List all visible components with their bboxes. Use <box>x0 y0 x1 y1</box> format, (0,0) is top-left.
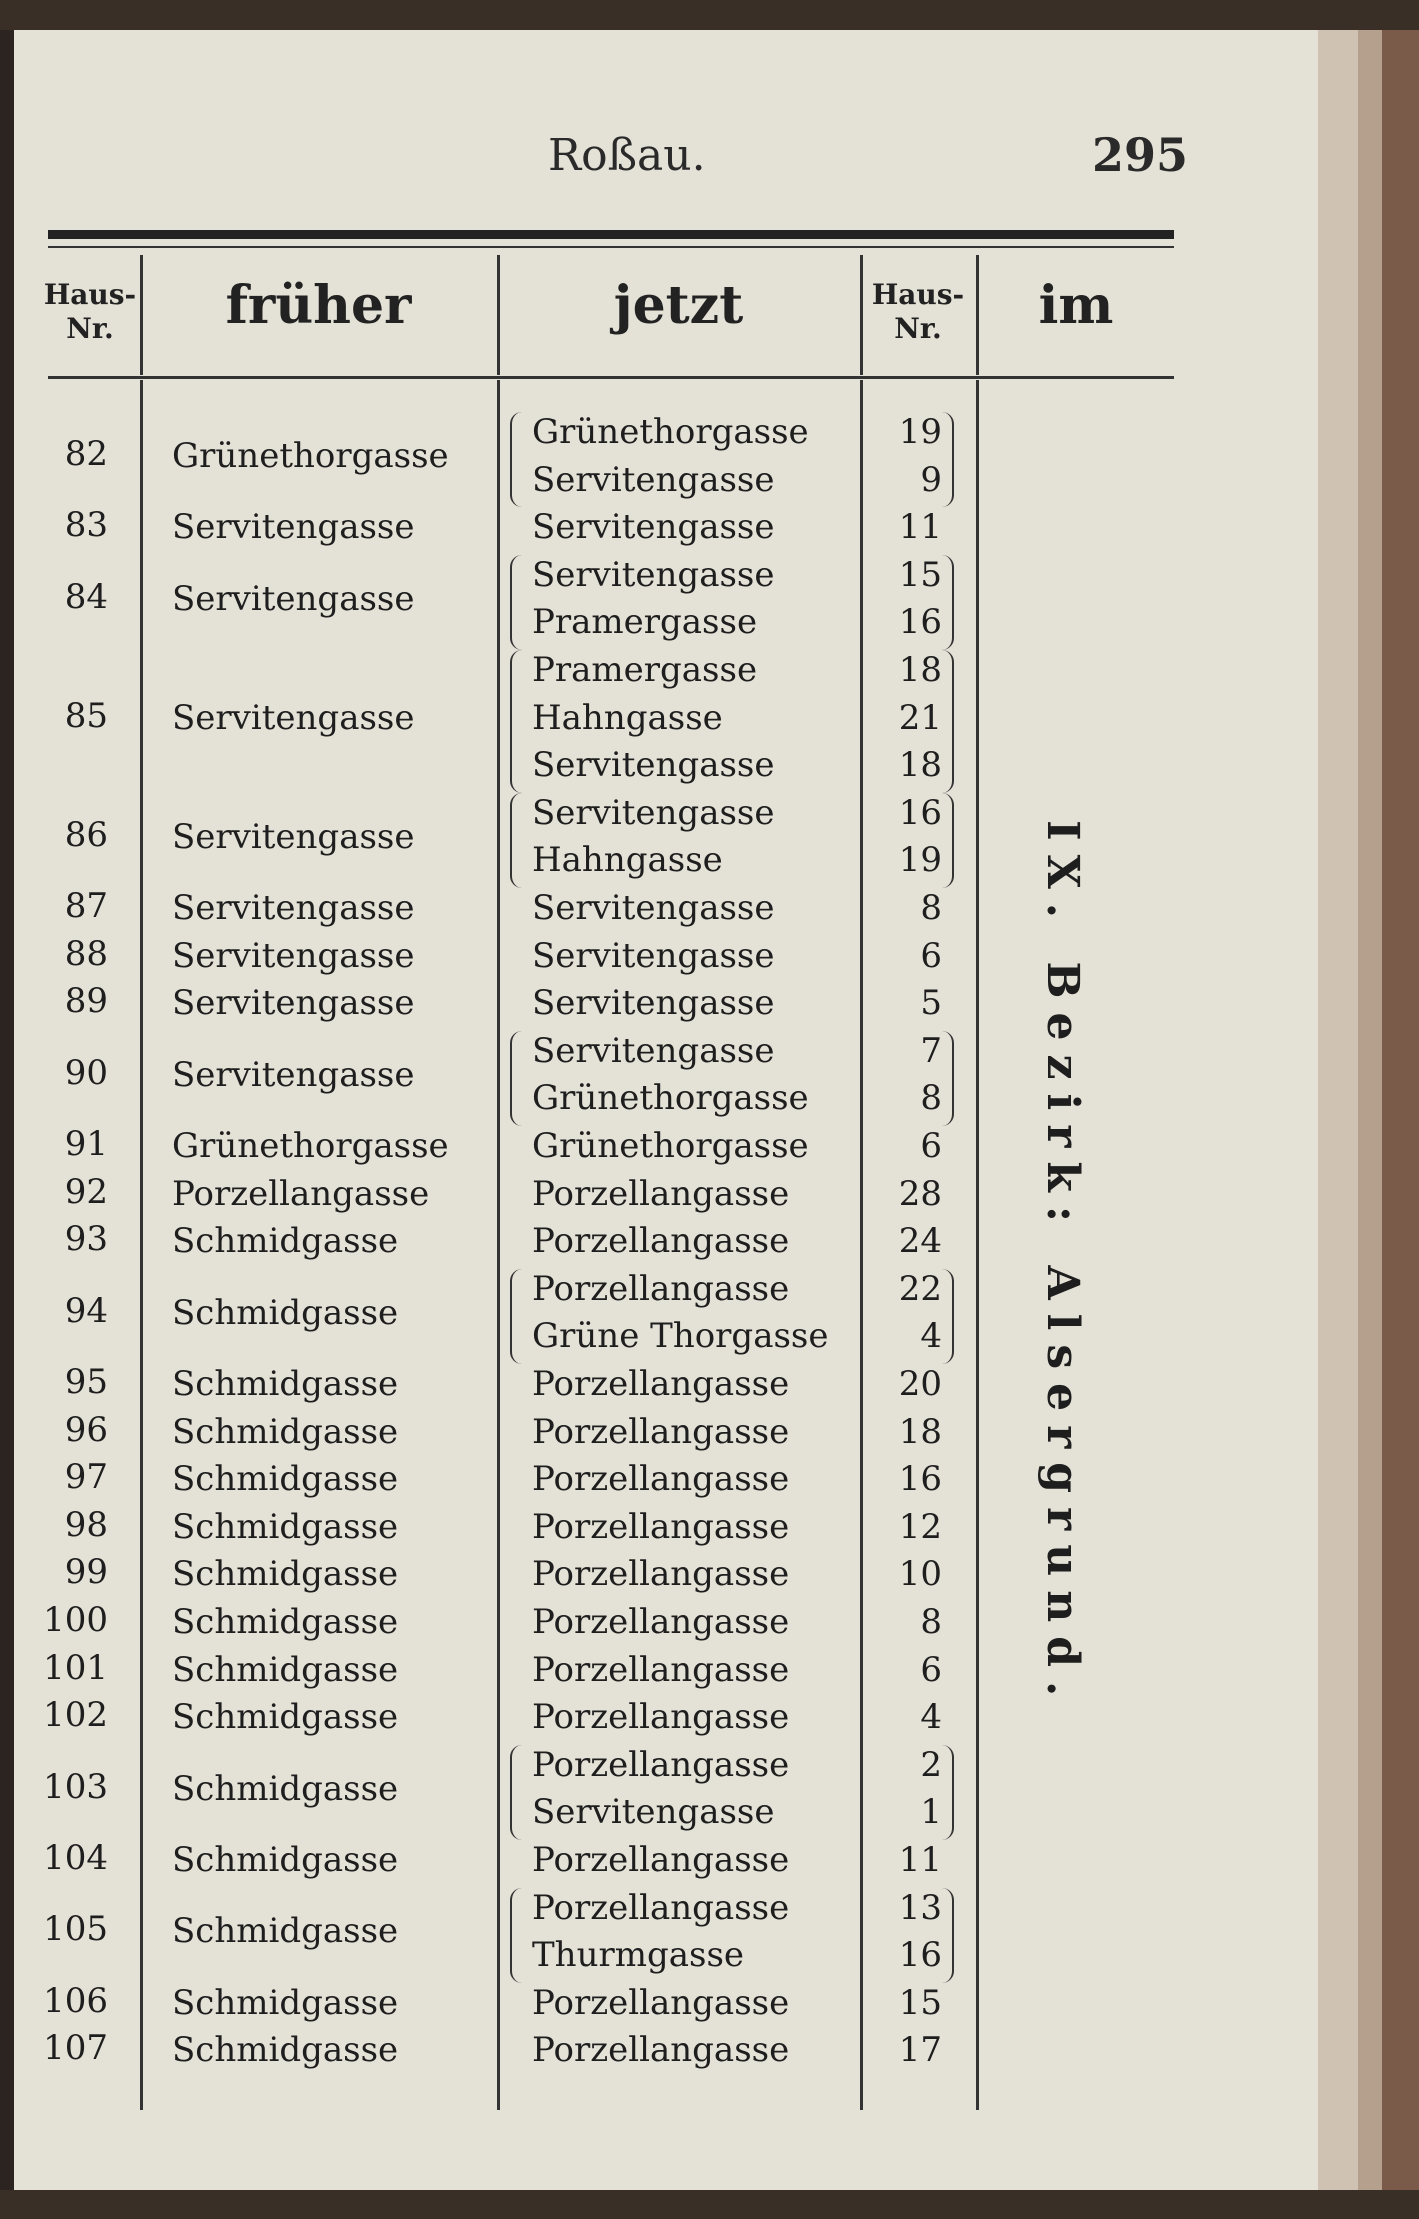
row-jetzt-street: Hahngasse <box>532 840 723 881</box>
row-jetzt-street: Porzellangasse <box>532 1887 790 1928</box>
row-jetzt-street: Servitengasse <box>532 1030 775 1071</box>
row-frueher-street: Schmidgasse <box>172 2030 399 2071</box>
grouping-brace-right <box>942 1888 954 1983</box>
row-jetzt-haus-nr: 6 <box>920 1126 942 1166</box>
row-jetzt-haus-nr: 6 <box>920 935 942 976</box>
row-haus-nr: 92 <box>64 1171 108 1212</box>
row-frueher-street: Servitengasse <box>172 888 415 928</box>
row-jetzt-street: Servitengasse <box>532 554 775 595</box>
row-jetzt-street: Pramergasse <box>532 602 758 643</box>
row-jetzt-haus-nr: 1 <box>920 1792 942 1833</box>
grouping-brace-right <box>942 1745 954 1840</box>
row-frueher-street: Schmidgasse <box>172 1221 399 1262</box>
row-jetzt-haus-nr: 22 <box>898 1268 942 1309</box>
row-jetzt-haus-nr: 11 <box>898 1840 942 1880</box>
row-jetzt-haus-nr: 18 <box>898 1411 942 1452</box>
grouping-brace-right <box>942 650 954 793</box>
grouping-brace-left <box>510 412 522 507</box>
row-haus-nr: 107 <box>43 2028 108 2069</box>
header-rule-thin <box>48 246 1174 248</box>
grouping-brace-right <box>942 555 954 650</box>
row-frueher-street: Grünethorgasse <box>172 435 449 476</box>
row-jetzt-street: Grünethorgasse <box>532 1126 809 1166</box>
row-haus-nr: 86 <box>64 814 108 855</box>
column-header-jetzt: jetzt <box>613 275 744 336</box>
grouping-brace-left <box>510 1031 522 1126</box>
row-jetzt-haus-nr: 15 <box>898 1982 942 2023</box>
book-top-edge <box>0 0 1419 30</box>
row-jetzt-haus-nr: 4 <box>920 1316 942 1357</box>
row-jetzt-street: Porzellangasse <box>532 1697 790 1738</box>
row-frueher-street: Schmidgasse <box>172 1459 399 1500</box>
row-jetzt-street: Porzellangasse <box>532 1744 790 1785</box>
row-jetzt-street: Porzellangasse <box>532 1364 790 1404</box>
row-jetzt-street: Porzellangasse <box>532 1602 790 1642</box>
row-jetzt-haus-nr: 7 <box>920 1030 942 1071</box>
row-frueher-street: Servitengasse <box>172 697 415 738</box>
row-jetzt-street: Porzellangasse <box>532 1221 790 1262</box>
row-jetzt-street: Grünethorgasse <box>532 412 809 452</box>
book-bottom-edge <box>0 2190 1419 2219</box>
row-haus-nr: 98 <box>64 1504 108 1545</box>
grouping-brace-left <box>510 793 522 888</box>
row-jetzt-street: Thurmgasse <box>532 1935 745 1976</box>
row-frueher-street: Servitengasse <box>172 578 415 619</box>
row-jetzt-street: Servitengasse <box>532 792 775 833</box>
grouping-brace-left <box>510 1888 522 1983</box>
row-frueher-street: Porzellangasse <box>172 1173 430 1214</box>
row-jetzt-haus-nr: 21 <box>898 697 942 738</box>
row-jetzt-haus-nr: 5 <box>920 983 942 1024</box>
column-divider <box>140 380 143 2110</box>
row-haus-nr: 105 <box>43 1909 108 1950</box>
row-frueher-street: Schmidgasse <box>172 1982 399 2023</box>
column-header-haus-nr-right: Haus- Nr. <box>871 278 965 345</box>
grouping-brace-right <box>942 412 954 507</box>
row-jetzt-street: Servitengasse <box>532 935 775 976</box>
row-haus-nr: 103 <box>43 1766 108 1807</box>
row-jetzt-street: Porzellangasse <box>532 1268 790 1309</box>
row-jetzt-haus-nr: 18 <box>898 650 942 690</box>
row-jetzt-street: Servitengasse <box>532 745 775 786</box>
header-rule-thick <box>48 230 1174 239</box>
grouping-brace-right <box>942 793 954 888</box>
column-header-frueher: früher <box>225 275 412 336</box>
row-haus-nr: 99 <box>64 1552 108 1593</box>
row-haus-nr: 88 <box>64 933 108 974</box>
row-jetzt-haus-nr: 8 <box>920 888 942 928</box>
row-jetzt-street: Porzellangasse <box>532 1459 790 1500</box>
row-jetzt-haus-nr: 8 <box>920 1078 942 1119</box>
grouping-brace-right <box>942 1031 954 1126</box>
row-jetzt-street: Servitengasse <box>532 888 775 928</box>
row-frueher-street: Schmidgasse <box>172 1602 399 1642</box>
row-haus-nr: 96 <box>64 1409 108 1450</box>
column-header-im: im <box>1038 275 1114 336</box>
row-jetzt-street: Hahngasse <box>532 697 723 738</box>
row-jetzt-haus-nr: 2 <box>920 1744 942 1785</box>
row-haus-nr: 84 <box>64 576 108 617</box>
row-haus-nr: 90 <box>64 1052 108 1093</box>
row-haus-nr: 97 <box>64 1457 108 1498</box>
row-frueher-street: Servitengasse <box>172 1054 415 1095</box>
row-frueher-street: Servitengasse <box>172 816 415 857</box>
page-edge <box>1358 30 1382 2190</box>
row-jetzt-street: Porzellangasse <box>532 1173 790 1214</box>
row-frueher-street: Schmidgasse <box>172 1697 399 1738</box>
row-jetzt-street: Servitengasse <box>532 1792 775 1833</box>
row-jetzt-haus-nr: 24 <box>898 1221 942 1262</box>
column-header-haus-nr-left: Haus- Nr. <box>43 278 137 345</box>
row-jetzt-street: Porzellangasse <box>532 1506 790 1547</box>
row-frueher-street: Grünethorgasse <box>172 1126 449 1166</box>
row-frueher-street: Servitengasse <box>172 507 415 548</box>
row-haus-nr: 83 <box>64 505 108 546</box>
row-jetzt-haus-nr: 16 <box>898 792 942 833</box>
grouping-brace-left <box>510 650 522 793</box>
row-jetzt-haus-nr: 16 <box>898 1459 942 1500</box>
row-jetzt-street: Servitengasse <box>532 507 775 548</box>
row-jetzt-haus-nr: 28 <box>898 1173 942 1214</box>
page-number: 295 <box>1092 128 1189 182</box>
row-jetzt-street: Porzellangasse <box>532 1554 790 1595</box>
row-frueher-street: Schmidgasse <box>172 1554 399 1595</box>
row-frueher-street: Schmidgasse <box>172 1911 399 1952</box>
row-haus-nr: 101 <box>43 1647 108 1688</box>
row-haus-nr: 94 <box>64 1290 108 1331</box>
row-jetzt-street: Porzellangasse <box>532 1649 790 1690</box>
row-frueher-street: Servitengasse <box>172 983 415 1024</box>
row-jetzt-haus-nr: 11 <box>898 507 942 548</box>
row-jetzt-street: Porzellangasse <box>532 1840 790 1880</box>
row-jetzt-street: Porzellangasse <box>532 2030 790 2071</box>
row-jetzt-haus-nr: 4 <box>920 1697 942 1738</box>
column-header-rule <box>48 376 1174 379</box>
running-title: Roßau. <box>548 130 706 181</box>
row-jetzt-street: Grüne Thorgasse <box>532 1316 829 1357</box>
row-jetzt-haus-nr: 18 <box>898 745 942 786</box>
row-jetzt-haus-nr: 19 <box>898 412 942 452</box>
row-haus-nr: 104 <box>43 1838 108 1878</box>
row-frueher-street: Schmidgasse <box>172 1364 399 1404</box>
row-jetzt-street: Porzellangasse <box>532 1982 790 2023</box>
row-jetzt-haus-nr: 16 <box>898 602 942 643</box>
row-frueher-street: Schmidgasse <box>172 1292 399 1333</box>
grouping-brace-left <box>510 1745 522 1840</box>
row-frueher-street: Schmidgasse <box>172 1411 399 1452</box>
row-jetzt-haus-nr: 17 <box>898 2030 942 2071</box>
row-jetzt-haus-nr: 9 <box>920 459 942 500</box>
row-haus-nr: 87 <box>64 886 108 926</box>
row-frueher-street: Schmidgasse <box>172 1768 399 1809</box>
row-haus-nr: 91 <box>64 1124 108 1164</box>
row-haus-nr: 100 <box>43 1600 108 1640</box>
row-jetzt-haus-nr: 15 <box>898 554 942 595</box>
row-jetzt-street: Servitengasse <box>532 983 775 1024</box>
row-haus-nr: 93 <box>64 1219 108 1260</box>
row-jetzt-haus-nr: 19 <box>898 840 942 881</box>
row-jetzt-street: Porzellangasse <box>532 1411 790 1452</box>
row-haus-nr: 106 <box>43 1980 108 2021</box>
page-edge <box>1318 30 1358 2190</box>
row-jetzt-haus-nr: 12 <box>898 1506 942 1547</box>
row-jetzt-haus-nr: 16 <box>898 1935 942 1976</box>
row-jetzt-haus-nr: 10 <box>898 1554 942 1595</box>
grouping-brace-right <box>942 1269 954 1364</box>
row-jetzt-haus-nr: 13 <box>898 1887 942 1928</box>
column-divider <box>976 380 979 2110</box>
grouping-brace-left <box>510 1269 522 1364</box>
row-frueher-street: Servitengasse <box>172 935 415 976</box>
book-cover-edge <box>1382 30 1419 2190</box>
row-frueher-street: Schmidgasse <box>172 1506 399 1547</box>
grouping-brace-left <box>510 555 522 650</box>
row-jetzt-street: Servitengasse <box>532 459 775 500</box>
column-divider <box>497 380 500 2110</box>
row-haus-nr: 82 <box>64 433 108 474</box>
row-frueher-street: Schmidgasse <box>172 1840 399 1880</box>
row-haus-nr: 95 <box>64 1362 108 1402</box>
row-haus-nr: 89 <box>64 981 108 1022</box>
row-frueher-street: Schmidgasse <box>172 1649 399 1690</box>
row-jetzt-haus-nr: 20 <box>898 1364 942 1404</box>
row-jetzt-haus-nr: 6 <box>920 1649 942 1690</box>
row-jetzt-street: Grünethorgasse <box>532 1078 809 1119</box>
row-haus-nr: 85 <box>64 695 108 736</box>
row-haus-nr: 102 <box>43 1695 108 1736</box>
row-jetzt-haus-nr: 8 <box>920 1602 942 1642</box>
row-jetzt-street: Pramergasse <box>532 650 758 690</box>
